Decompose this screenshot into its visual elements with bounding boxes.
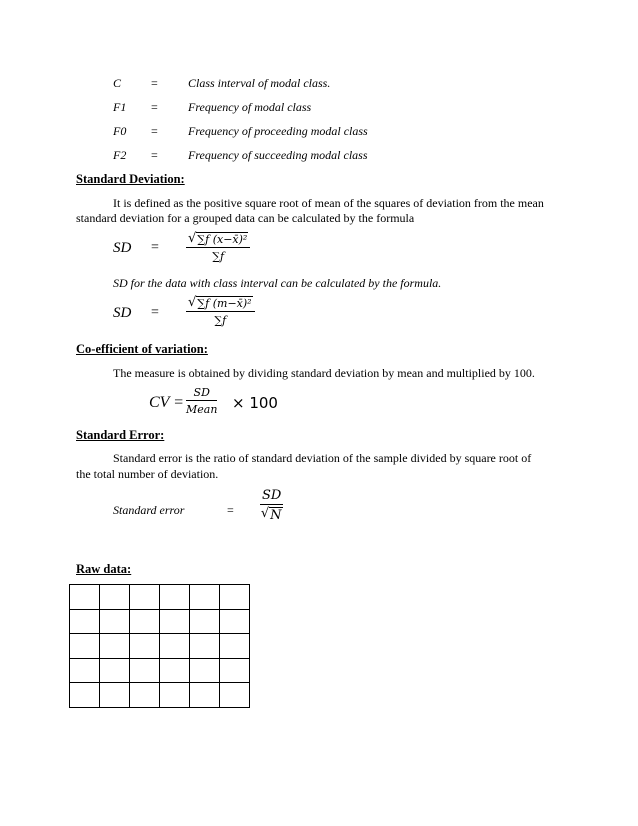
def-equals: =	[151, 124, 158, 138]
sd-formula1-fraction	[186, 232, 250, 263]
sd-paragraph-line2: standard deviation for a grouped data can be calculated by the formula	[76, 211, 415, 225]
cv-formula-denominator: Mean	[186, 403, 218, 416]
table-cell	[190, 658, 220, 683]
table-cell	[190, 634, 220, 659]
cv-formula-lhs: CV =	[149, 394, 184, 411]
def-text: Frequency of proceeding modal class	[188, 124, 368, 138]
table-cell	[100, 634, 130, 659]
table-cell	[190, 609, 220, 634]
table-cell	[190, 585, 220, 610]
se-formula-fraction	[260, 488, 283, 523]
table-cell	[130, 585, 160, 610]
se-formula-equals: =	[227, 503, 234, 517]
table-cell	[70, 683, 100, 708]
se-formula-numerator: SD	[262, 488, 282, 503]
table-cell	[130, 609, 160, 634]
table-cell	[130, 683, 160, 708]
table-cell	[220, 683, 250, 708]
def-symbol-c: C	[113, 76, 122, 90]
table-row	[70, 585, 250, 610]
table-cell	[100, 609, 130, 634]
table-cell	[70, 658, 100, 683]
def-equals: =	[151, 100, 158, 114]
cv-formula-fraction	[186, 386, 217, 416]
sd-formula2-lhs: SD	[113, 305, 132, 321]
sd-formula2-equals: =	[151, 305, 159, 320]
def-symbol-f0: F0	[113, 124, 127, 138]
se-formula-lhs: Standard error	[113, 503, 185, 517]
sd-paragraph-line1: It is defined as the positive square root of mean of the squares of deviation from the mean	[113, 196, 544, 210]
se-paragraph-line1: Standard error is the ratio of standard deviation of the sample divided by square root of	[113, 451, 532, 465]
se-heading: Standard Error:	[76, 428, 165, 442]
cv-formula-times-100: × 100	[232, 394, 278, 412]
def-text: Frequency of modal class	[188, 100, 312, 114]
sd-formula1-equals: =	[151, 240, 159, 255]
def-text: Class interval of modal class.	[188, 76, 331, 90]
table-cell	[220, 609, 250, 634]
def-equals: =	[151, 76, 158, 90]
sd-heading: Standard Deviation:	[76, 172, 185, 186]
def-symbol-f2: F2	[113, 148, 127, 162]
table-cell	[130, 634, 160, 659]
sd-class-text: SD for the data with class interval can be calculated by the formula.	[113, 276, 442, 290]
sd-formula1-lhs: SD	[113, 240, 132, 256]
table-cell	[160, 609, 190, 634]
raw-data-table	[69, 584, 250, 708]
def-symbol-f1: F1	[113, 100, 127, 114]
table-row	[70, 658, 250, 683]
sd-formula1-denominator: ∑f	[212, 250, 225, 263]
table-cell	[130, 658, 160, 683]
table-cell	[160, 634, 190, 659]
table-cell	[220, 585, 250, 610]
table-cell	[160, 585, 190, 610]
def-equals: =	[151, 148, 158, 162]
raw-data-heading: Raw data:	[76, 562, 132, 576]
table-cell	[100, 658, 130, 683]
table-row	[70, 683, 250, 708]
table-cell	[100, 585, 130, 610]
table-cell	[70, 585, 100, 610]
cv-heading: Co-efficient of variation:	[76, 342, 208, 356]
cv-formula-numerator: SD	[193, 386, 210, 399]
table-cell	[220, 658, 250, 683]
table-row	[70, 609, 250, 634]
table-row	[70, 634, 250, 659]
table-cell	[220, 634, 250, 659]
table-cell	[70, 634, 100, 659]
def-text: Frequency of succeeding modal class	[188, 148, 368, 162]
table-cell	[160, 658, 190, 683]
table-cell	[100, 683, 130, 708]
table-cell	[160, 683, 190, 708]
table-cell	[70, 609, 100, 634]
sd-formula2-fraction	[186, 296, 255, 327]
table-cell	[190, 683, 220, 708]
sd-formula1-numerator: √ ∑f (x−x̄)²	[188, 231, 248, 246]
se-formula-denominator: √ N	[260, 506, 282, 523]
se-paragraph-line2: the total number of deviation.	[76, 467, 219, 481]
sd-formula2-numerator: √ ∑f (m−x̄)²	[188, 295, 252, 310]
sd-formula2-denominator: ∑f	[214, 314, 227, 327]
cv-paragraph: The measure is obtained by dividing standard deviation by mean and multiplied by 100.	[113, 366, 535, 380]
